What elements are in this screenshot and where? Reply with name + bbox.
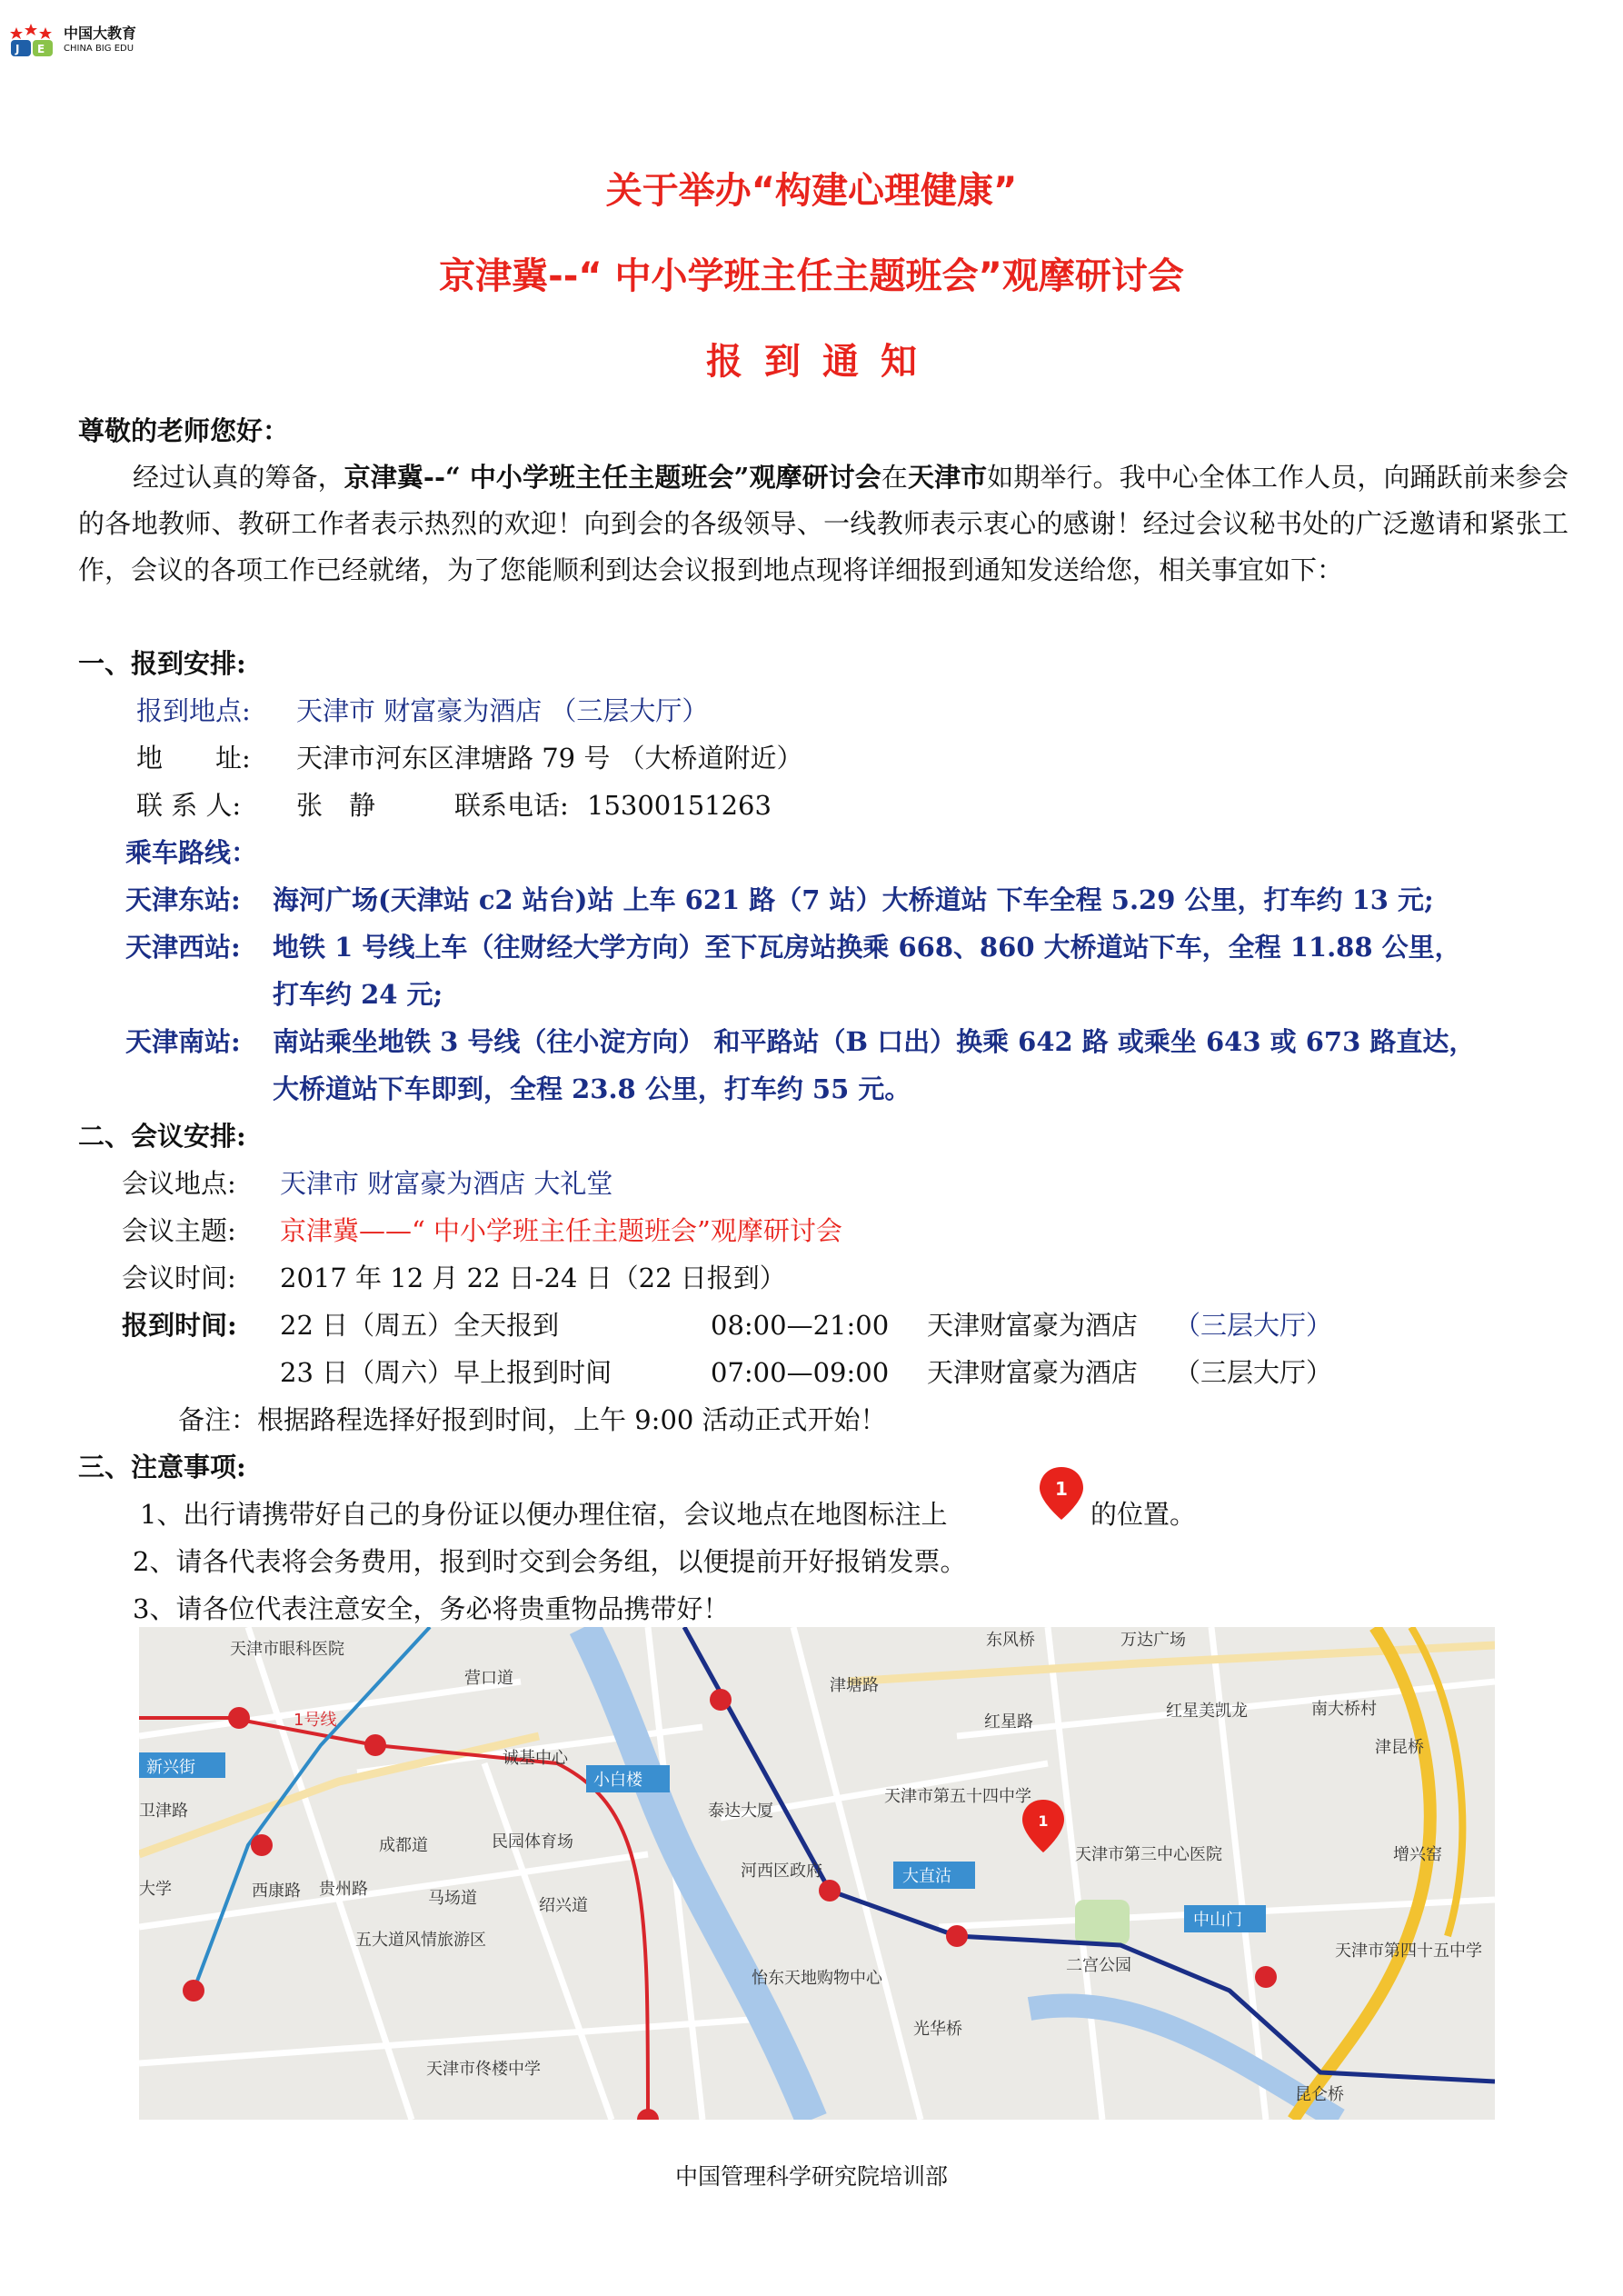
map-label-nandaqiao: 南大桥村 <box>1311 1700 1377 1719</box>
section2-heading: 二、会议安排: <box>78 1121 246 1152</box>
theme-label: 会议主题: <box>122 1215 236 1246</box>
map-label-daxue: 大学 <box>139 1880 172 1899</box>
map-pin-icon <box>1036 1465 1087 1522</box>
footer-organization: 中国管理科学研究院培训部 <box>674 2163 948 2190</box>
notice-item-2: 2、请各代表将会务费用，报到时交到会务组，以便提前开好报销发票。 <box>133 1546 967 1577</box>
intro-city: 天津市 <box>907 462 988 493</box>
map-label-hexi-gov: 河西区政府 <box>741 1862 822 1881</box>
map-label-xiaobailou: 小白楼 <box>593 1771 642 1790</box>
map-label-eye-hospital: 天津市眼科医院 <box>230 1640 344 1659</box>
checkin-time-1: 08:00—21:00 <box>711 1310 890 1341</box>
phone-label: 联系电话: <box>454 790 569 821</box>
map-label-ergong: 二宫公园 <box>1066 1956 1131 1975</box>
contact-value: 张 静 <box>296 790 376 821</box>
map-label-zengxing: 增兴窑 <box>1393 1845 1442 1864</box>
note: 备注：根据路程选择好报到时间，上午 9:00 活动正式开始！ <box>178 1404 887 1435</box>
map-label-tonglou: 天津市佟楼中学 <box>426 2060 541 2079</box>
map-label-taida: 泰达大厦 <box>708 1802 773 1821</box>
map-road-guizhou: 贵州路 <box>319 1880 368 1899</box>
route-south-text: 南站乘坐地铁 3 号线（往小淀方向） 和平路站（B 口出）换乘 642 路 或乘坐 643 或 673 路直达， <box>273 1026 1476 1057</box>
logo-subtext: CHINA BIG EDU <box>64 44 134 54</box>
checkin-hall-1: （三层大厅） <box>1174 1310 1333 1341</box>
address-value: 天津市河东区津塘路 79 号 （大桥道附近） <box>296 743 803 774</box>
intro-text-3: 如期举行。我中心全体工作人员，向踊跃前来参会的各地教师、教研工作者表示热烈的欢迎！向到会的各级领导、一线教师表示衷心的感谢！经过会议秘书处的广泛邀请和紧张工作，会议的各项工作已经就绪，为了您能顺利到达会议报到地点现将详细报到通知发送给您，相关事宜如下： <box>78 462 1568 585</box>
title-line-1: 关于举办“构建心理健康” <box>605 170 1018 212</box>
title-line-2: 京津冀--“ 中小学班主任主题班会”观摩研讨会 <box>439 255 1184 297</box>
map-road-jintang: 津塘路 <box>830 1676 879 1695</box>
notice-item-1-end: 的位置。 <box>1090 1499 1197 1530</box>
map-label-chengji: 诚基中心 <box>503 1749 568 1768</box>
map-label-school45: 天津市第四十五中学 <box>1335 1942 1482 1961</box>
checkin-day-1: 22 日（周五）全天报到 <box>280 1310 560 1341</box>
map-label-dazhigu: 大直沽 <box>902 1867 951 1886</box>
location-map <box>139 1627 1495 2120</box>
map-label-minyuan: 民园体育场 <box>492 1832 573 1852</box>
svg-text:E: E <box>37 43 45 55</box>
route-south-text-2: 大桥道站下车即到，全程 23.8 公里，打车约 55 元。 <box>273 1073 911 1104</box>
logo-text: 中国大教育 <box>64 25 137 42</box>
address-label: 地 址: <box>136 743 251 774</box>
date-label: 会议时间: <box>122 1263 236 1293</box>
map-label-guanghua: 光华桥 <box>913 2020 962 2039</box>
map-road-weijin: 卫津路 <box>139 1802 188 1821</box>
route-west-text: 地铁 1 号线上车（往财经大学方向）至下瓦房站换乘 668、860 大桥道站下车，全程 11.88 公里， <box>273 932 1461 963</box>
routes-heading: 乘车路线： <box>125 837 258 868</box>
map-label-hongxing: 红星美凯龙 <box>1166 1702 1248 1721</box>
venue-value: 天津市 财富豪为酒店 大礼堂 <box>280 1168 613 1199</box>
intro-text-2: 在 <box>881 462 908 493</box>
intro-paragraph <box>78 454 1568 594</box>
intro-event-name: 京津冀--“ 中小学班主任主题班会”观摩研讨会 <box>344 462 881 493</box>
notice-item-1: 1、出行请携带好自己的身份证以便办理住宿，会议地点在地图标注上 <box>140 1499 948 1530</box>
map-label-jinkun: 津昆桥 <box>1375 1738 1424 1757</box>
theme-value: 京津冀——“ 中小学班主任主题班会”观摩研讨会 <box>280 1215 842 1246</box>
map-road-chengdu: 成都道 <box>379 1836 428 1855</box>
map-label-zhongshanmen: 中山门 <box>1193 1911 1242 1930</box>
section3-heading: 三、注意事项: <box>78 1452 246 1482</box>
map-label-hospital3: 天津市第三中心医院 <box>1075 1845 1222 1864</box>
logo <box>7 16 153 58</box>
checkin-location-label: 报到地点: <box>136 695 251 726</box>
map-pin-number: 1 <box>1038 1812 1049 1830</box>
notice-item-3: 3、请各位代表注意安全，务必将贵重物品携带好！ <box>133 1593 730 1624</box>
map-road-xikang: 西康路 <box>252 1882 301 1901</box>
map-label-kunlun: 昆仑桥 <box>1295 2085 1344 2104</box>
checkin-day-2: 23 日（周六）早上报到时间 <box>280 1357 612 1388</box>
checkin-hall-2: （三层大厅） <box>1174 1357 1333 1388</box>
checkin-location-value: 天津市 财富豪为酒店 （三层大厅） <box>296 695 709 726</box>
phone-value: 15300151263 <box>587 790 772 821</box>
map-label-school54: 天津市第五十四中学 <box>884 1787 1031 1806</box>
logo-mark-icon <box>7 24 58 58</box>
map-label-wudadao: 五大道风情旅游区 <box>355 1931 486 1950</box>
route-station-west: 天津西站: <box>125 932 241 963</box>
map-road-shaoxing: 绍兴道 <box>539 1896 588 1915</box>
section1-heading: 一、报到安排: <box>78 648 246 679</box>
date-value: 2017 年 12 月 22 日-24 日（22 日报到） <box>280 1263 786 1293</box>
map-road-machang: 马场道 <box>428 1889 477 1908</box>
route-station-east: 天津东站: <box>125 884 241 915</box>
map-road-yingkou: 营口道 <box>464 1669 513 1688</box>
checkin-time-2: 07:00—09:00 <box>711 1357 890 1388</box>
route-station-south: 天津南站: <box>125 1026 241 1057</box>
checkin-place-1: 天津财富豪为酒店 <box>927 1310 1139 1341</box>
map-label-yidong: 怡东天地购物中心 <box>752 1969 882 1988</box>
salutation: 尊敬的老师您好： <box>78 415 290 446</box>
venue-label: 会议地点: <box>122 1168 236 1199</box>
checkin-time-label: 报到时间: <box>122 1310 237 1341</box>
map-road-hongxing: 红星路 <box>984 1712 1033 1732</box>
intro-text-1: 经过认真的筹备， <box>133 462 344 493</box>
route-west-text-2: 打车约 24 元; <box>273 979 443 1010</box>
pin-number: 1 <box>1055 1478 1068 1500</box>
map-label-wanda: 万达广场 <box>1120 1631 1186 1650</box>
route-east-text: 海河广场(天津站 c2 站台)站 上车 621 路（7 站）大桥道站 下车全程 5.29 公里，打车约 13 元; <box>273 884 1434 915</box>
contact-label: 联 系 人: <box>136 790 242 821</box>
map-label-xinxingjie: 新兴街 <box>146 1758 195 1777</box>
title-line-3: 报到通知 <box>706 341 939 383</box>
checkin-place-2: 天津财富豪为酒店 <box>927 1357 1139 1388</box>
svg-text:J: J <box>15 43 20 55</box>
map-label-dongfeng: 东风桥 <box>986 1631 1035 1650</box>
map-label-line1: 1号线 <box>294 1711 337 1730</box>
